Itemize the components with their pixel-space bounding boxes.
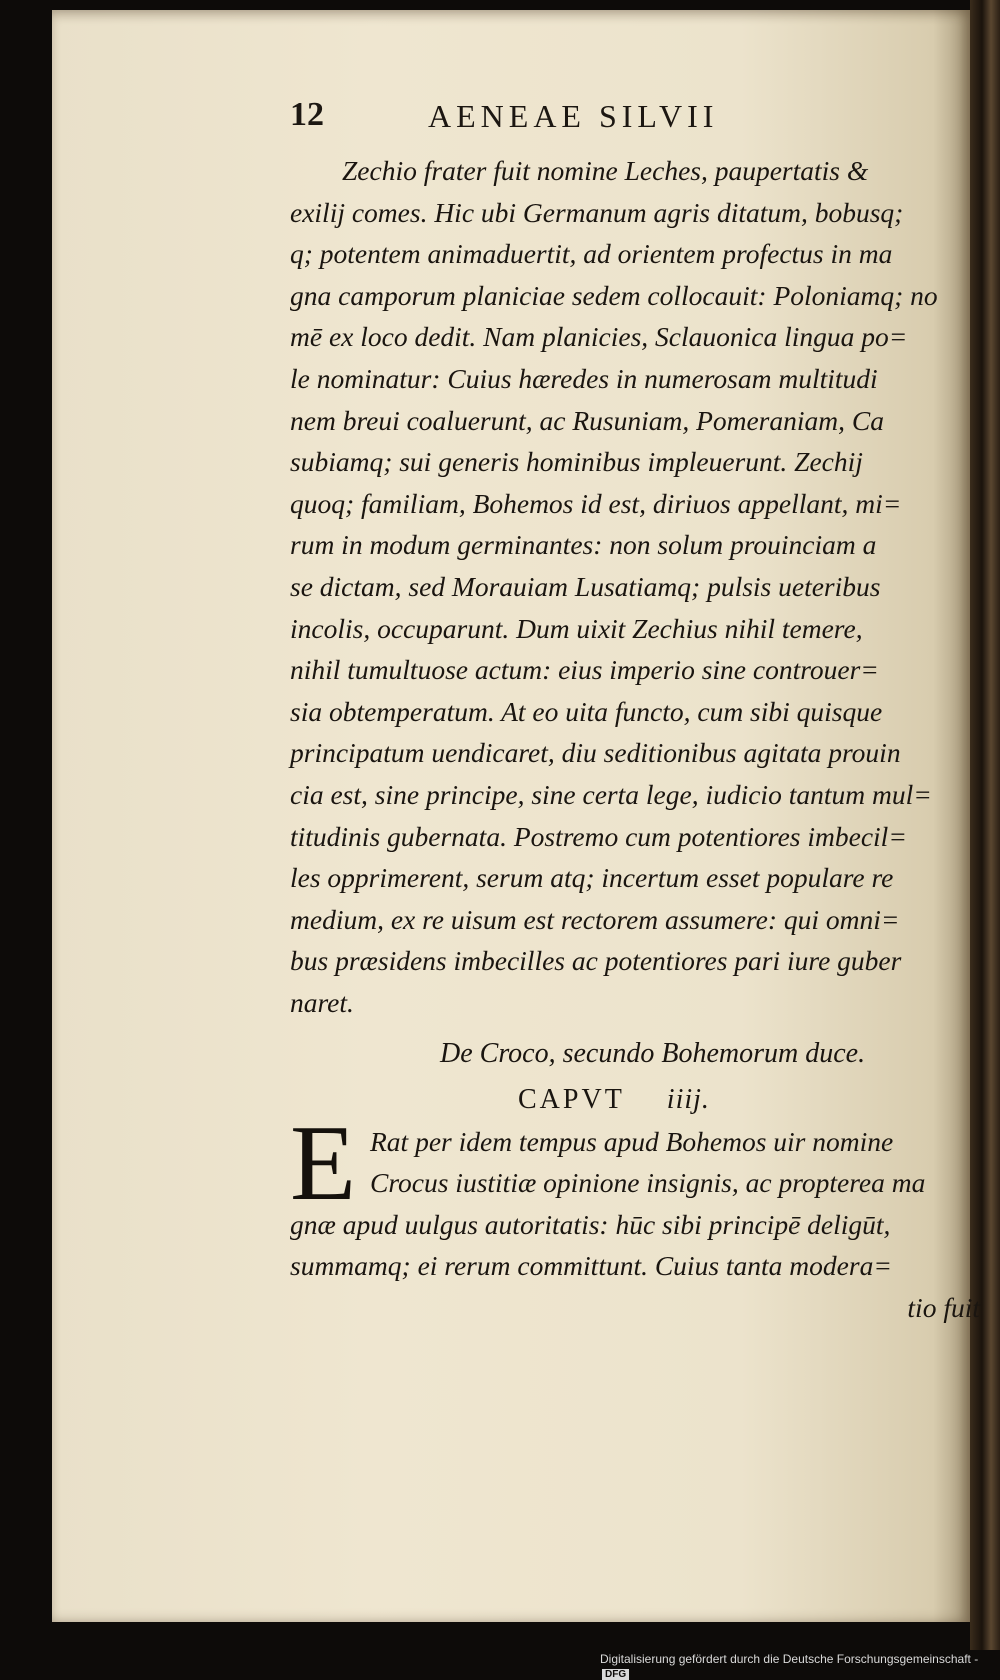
chapter-heading: [290, 1079, 980, 1121]
running-head: [290, 96, 810, 142]
text-line: Zechio frater fuit nomine Leches, paupertatis &: [342, 155, 869, 186]
text-line: q; potentem animaduertit, ad orientem profectus in ma: [290, 238, 893, 270]
digitization-credit: [600, 1652, 1000, 1680]
text-line: sia obtemperatum. At eo uita functo, cum sibi quisque: [290, 695, 883, 727]
chapter-label: CAPVT: [518, 1084, 625, 1116]
page-text: [290, 150, 980, 1329]
text-line: subiamq; sui generis hominibus impleuerunt. Zechij: [290, 446, 863, 478]
text-line: nem breui coaluerunt, ac Rusuniam, Pomeraniam, Ca: [290, 404, 884, 436]
text-line: bus præsidens imbecilles ac potentiores pari iure guber: [290, 945, 902, 977]
text-line: Rat per idem tempus apud Bohemos uir nomine: [370, 1125, 894, 1157]
text-line: cia est, sine principe, sine certa lege, iudicio tantum mul=: [290, 778, 932, 810]
drop-cap-initial: E: [290, 1104, 356, 1223]
text-line: rum in modum germinantes: non solum prouinciam a: [290, 529, 877, 561]
text-line: nihil tumultuose actum: eius imperio sine controuer=: [290, 654, 879, 686]
text-line: gna camporum planiciae sedem collocauit: Poloniamq; no: [290, 279, 938, 311]
text-line: exilij comes. Hic ubi Germanum agris ditatum, bobusq;: [290, 196, 904, 228]
credit-text: Digitalisierung gefördert durch die Deutsche Forschungsgemeinschaft -: [600, 1652, 979, 1666]
text-line: principatum uendicaret, diu seditionibus agitata prouin: [290, 737, 901, 769]
text-line: summamq; ei rerum committunt. Cuius tanta modera=: [290, 1250, 892, 1282]
text-line: gnæ apud uulgus autoritatis: hūc sibi principē deligūt,: [290, 1208, 891, 1240]
text-line: Crocus iustitiæ opinione insignis, ac propterea ma: [370, 1167, 926, 1199]
chapter-number: iiij.: [666, 1084, 710, 1116]
section-heading: De Croco, secundo Bohemorum duce.: [440, 1038, 866, 1070]
text-line: naret.: [290, 986, 354, 1018]
text-line: medium, ex re uisum est rectorem assumere: qui omni=: [290, 903, 900, 935]
text-line: se dictam, sed Morauiam Lusatiamq; pulsis ueteribus: [290, 570, 881, 602]
dfg-logo: DFG: [602, 1669, 629, 1680]
page-number: 12: [290, 96, 324, 133]
text-line: mē ex loco dedit. Nam planicies, Sclauonica lingua po=: [290, 321, 908, 353]
catchword: tio fuit: [907, 1292, 980, 1324]
text-line: quoq; familiam, Bohemos id est, diriuos appellant, mi=: [290, 487, 902, 519]
running-title: AENEAE SILVII: [428, 98, 719, 134]
text-line: les opprimerent, serum atq; incertum esset populare re: [290, 862, 894, 894]
text-line: titudinis gubernata. Postremo cum potentiores imbecil=: [290, 820, 907, 852]
text-line: le nominatur: Cuius hæredes in numerosam multitudi: [290, 362, 878, 394]
text-line: incolis, occuparunt. Dum uixit Zechius nihil temere,: [290, 612, 863, 644]
